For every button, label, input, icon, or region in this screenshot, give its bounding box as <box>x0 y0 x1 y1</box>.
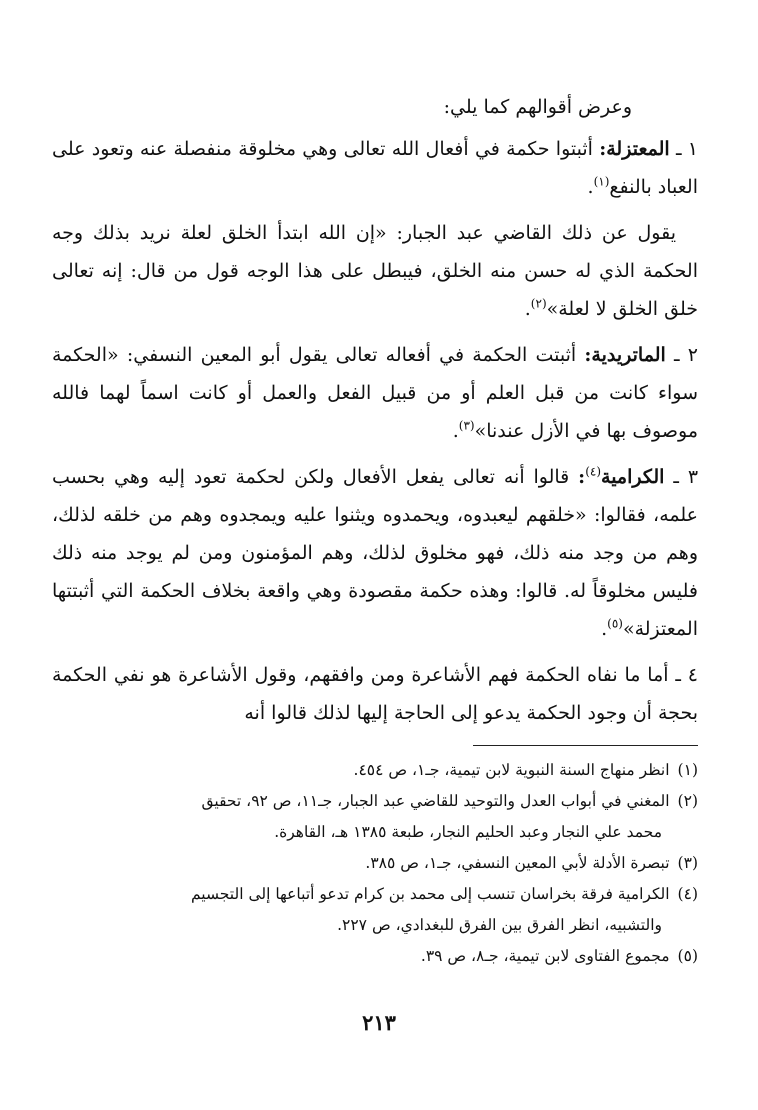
item-text: قالوا أنه تعالى يفعل الأفعال ولكن لحكمة تعود إليه وهي بحسب علمه، فقالوا: «خلقهم ليعبدوه، ويحمدوه ويثنوا عليه ويمجدوه وهم من خلقه لذلك، وهم من وجد منه ذلك، فهو مخلوق لذلك، وهم المؤمنون ومن لم يوجد منه ذلك فليس مخلوقاً له. قالوا: وهذه حكمة مقصودة وهي واقعة بخلاف الحكمة التي أثبتتها المعتزلة» <box>52 466 698 640</box>
main-text <box>52 88 698 740</box>
item-karramiyya <box>52 458 698 648</box>
footnote-5 <box>52 941 698 972</box>
item-number: ٢ ـ <box>674 344 698 366</box>
footnote-4 <box>52 879 698 941</box>
footnote-ref: (٢) <box>530 296 547 311</box>
item-term: الماتريدية: <box>584 344 666 366</box>
item-number: ٤ ـ <box>675 664 698 686</box>
footnote-continuation: والتشبيه، انظر الفرق بين الفرق للبغدادي، ص ٢٢٧. <box>337 916 662 934</box>
item-text: أثبتت الحكمة في أفعاله تعالى يقول أبو المعين النسفي: «الحكمة سواء كانت من قبل العلم أو من قبيل الفعل والعمل أو كانت اسماً لهما فالله موصوف بها في الأزل عندنا» <box>52 344 698 442</box>
item-maturidiyya <box>52 336 698 450</box>
footnote-text: مجموع الفتاوى لابن تيمية، جـ٨، ص ٣٩. <box>420 947 670 965</box>
footnote-1 <box>52 755 698 786</box>
item-term-colon: : <box>578 466 586 488</box>
page-number: ٢١٣ <box>362 1010 396 1035</box>
footnote-separator <box>473 745 698 746</box>
footnote-number: (١) <box>677 761 698 779</box>
footnote-number: (٣) <box>677 854 698 872</box>
item-ashaira <box>52 656 698 732</box>
footnote-text: انظر منهاج السنة النبوية لابن تيمية، جـ١، ص ٤٥٤. <box>353 761 670 779</box>
item-mutazila <box>52 130 698 206</box>
footnote-text: المغني في أبواب العدل والتوحيد للقاضي عبد الجبار، جـ١١، ص ٩٢، تحقيق <box>201 792 670 810</box>
item-text: أثبتوا حكمة في أفعال الله تعالى وهي مخلوقة منفصلة عنه وتعود على العباد بالنفع <box>52 138 698 198</box>
footnote-text: الكرامية فرقة بخراسان تنسب إلى محمد بن كرام تدعو أتباعها إلى التجسيم <box>190 885 670 903</box>
quote-abd-al-jabbar <box>52 214 698 328</box>
footnote-number: (٥) <box>677 947 698 965</box>
item-term: المعتزلة: <box>599 138 670 160</box>
item-number: ١ ـ <box>675 138 699 160</box>
footnote-continuation: محمد علي النجار وعبد الحليم النجار، طبعة ١٣٨٥ هـ، القاهرة. <box>274 823 662 841</box>
item-tail: . <box>601 618 608 640</box>
item-tail: . <box>452 420 459 442</box>
footnotes <box>52 755 698 972</box>
footnote-number: (٤) <box>677 885 698 903</box>
footnote-3 <box>52 848 698 879</box>
quote-text: يقول عن ذلك القاضي عبد الجبار: «إن الله ابتدأ الخلق لعلة نريد بذلك وجه الحكمة الذي له حسن منه الخلق، فيبطل على هذا الوجه قول من قال: إنه تعالى خلق الخلق لا لعلة» <box>52 222 698 320</box>
item-text: أما ما نفاه الحكمة فهم الأشاعرة ومن وافقهم، وقول الأشاعرة هو نفي الحكمة بحجة أن وجود الحكمة يدعو إلى الحاجة إليها لذلك قالوا أنه <box>52 664 698 724</box>
footnote-ref: (٤) <box>585 464 602 479</box>
footnote-text: تبصرة الأدلة لأبي المعين النسفي، جـ١، ص ٣٨٥. <box>365 854 670 872</box>
footnote-ref: (٣) <box>458 418 475 433</box>
intro-line: وعرض أقوالهم كما يلي: <box>443 96 632 118</box>
quote-tail: . <box>524 298 531 320</box>
footnote-number: (٢) <box>677 792 698 810</box>
footnote-ref: (٥) <box>607 616 623 631</box>
item-term: الكرامية <box>601 466 665 488</box>
footnote-2 <box>52 786 698 848</box>
footnote-ref: (١) <box>593 174 610 189</box>
item-number: ٣ ـ <box>673 466 699 488</box>
item-tail: . <box>587 176 594 198</box>
